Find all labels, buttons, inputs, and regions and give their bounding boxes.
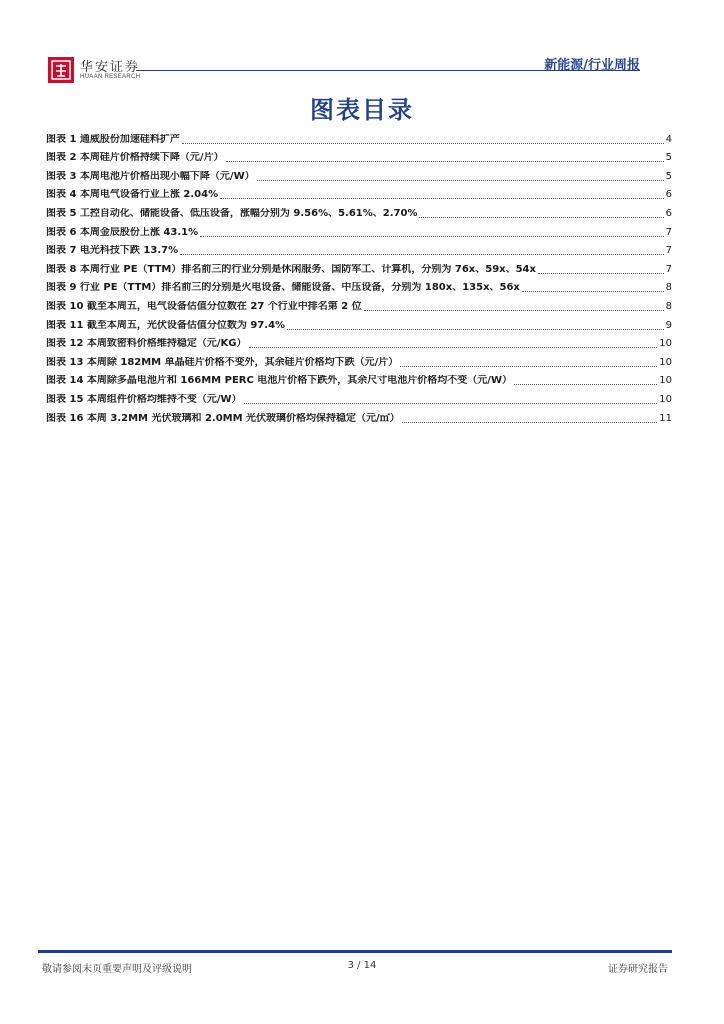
company-logo-name: 华安证券 bbox=[80, 60, 141, 75]
toc-dot-leader bbox=[180, 254, 664, 255]
toc-entry[interactable] bbox=[46, 183, 672, 202]
toc-dot-leader bbox=[249, 347, 658, 348]
toc-dot-leader bbox=[364, 310, 664, 311]
toc-entry[interactable] bbox=[46, 257, 672, 276]
page-title: 图表目录 bbox=[310, 96, 414, 124]
toc-list bbox=[46, 127, 672, 425]
toc-entry-page: 10 bbox=[659, 375, 672, 387]
footer-doc-type: 证券研究报告 bbox=[608, 964, 668, 975]
toc-entry-label: 图表 2 本周硅片价格持续下降（元/片） bbox=[46, 152, 224, 164]
toc-entry[interactable] bbox=[46, 294, 672, 313]
toc-dot-leader bbox=[257, 180, 664, 181]
toc-entry-label: 图表 9 行业 PE（TTM）排名前三的分别是火电设备、储能设备、中压设备，分别为 180x、135x、56x bbox=[46, 282, 520, 294]
toc-entry-page: 6 bbox=[665, 189, 672, 201]
toc-entry-page: 4 bbox=[665, 133, 672, 145]
toc-entry[interactable] bbox=[46, 201, 672, 220]
toc-entry-page: 10 bbox=[659, 356, 672, 368]
toc-entry-page: 11 bbox=[659, 412, 672, 424]
toc-entry-label: 图表 4 本周电气设备行业上涨 2.04% bbox=[46, 189, 219, 201]
toc-entry[interactable] bbox=[46, 369, 672, 388]
toc-entry-label: 图表 13 本周除 182MM 单晶硅片价格不变外，其余硅片价格均下跌（元/片） bbox=[46, 356, 399, 368]
toc-entry-page: 7 bbox=[665, 226, 672, 238]
footer-disclaimer: 敬请参阅末页重要声明及评级说明 bbox=[42, 964, 192, 975]
toc-entry-label: 图表 3 本周电池片价格出现小幅下降（元/W） bbox=[46, 170, 255, 182]
toc-entry-page: 5 bbox=[665, 170, 672, 182]
toc-entry-label: 图表 8 本周行业 PE（TTM）排名前三的行业分别是休闲服务、国防军工、计算机，分别为 76x、59x、54x bbox=[46, 263, 536, 275]
company-logo-mark bbox=[48, 57, 74, 83]
toc-entry[interactable] bbox=[46, 146, 672, 165]
footer-divider bbox=[38, 950, 672, 953]
toc-dot-leader bbox=[514, 384, 657, 385]
toc-entry-label: 图表 11 截至本周五，光伏设备估值分位数为 97.4% bbox=[46, 319, 286, 331]
toc-dot-leader bbox=[538, 273, 664, 274]
toc-entry-page: 6 bbox=[665, 207, 672, 219]
toc-dot-leader bbox=[182, 143, 664, 144]
toc-dot-leader bbox=[402, 422, 658, 423]
toc-entry-page: 8 bbox=[665, 300, 672, 312]
toc-entry[interactable] bbox=[46, 239, 672, 258]
toc-dot-leader bbox=[400, 366, 657, 367]
toc-entry-page: 10 bbox=[659, 393, 672, 405]
toc-dot-leader bbox=[419, 217, 663, 218]
toc-entry-label: 图表 7 电光科技下跌 13.7% bbox=[46, 245, 179, 257]
toc-entry-label: 图表 12 本周致密料价格维持稳定（元/KG） bbox=[46, 338, 247, 350]
toc-entry-page: 7 bbox=[665, 263, 672, 275]
toc-entry-page: 10 bbox=[659, 338, 672, 350]
toc-entry[interactable] bbox=[46, 276, 672, 295]
toc-entry[interactable] bbox=[46, 387, 672, 406]
toc-dot-leader bbox=[287, 329, 664, 330]
toc-entry-label: 图表 10 截至本周五，电气设备估值分位数在 27 个行业中排名第 2 位 bbox=[46, 300, 362, 312]
toc-entry[interactable] bbox=[46, 220, 672, 239]
toc-entry-page: 7 bbox=[665, 245, 672, 257]
toc-dot-leader bbox=[522, 291, 664, 292]
footer-page-number: 3 / 14 bbox=[347, 960, 377, 971]
company-logo-english: HUAAN RESEARCH bbox=[80, 74, 141, 80]
toc-entry-label: 图表 16 本周 3.2MM 光伏玻璃和 2.0MM 光伏玻璃价格均保持稳定（元/㎡） bbox=[46, 412, 400, 424]
toc-entry[interactable] bbox=[46, 127, 672, 146]
toc-entry-label: 图表 15 本周组件价格均维持不变（元/W） bbox=[46, 393, 242, 405]
report-type: 新能源/行业周报 bbox=[544, 58, 640, 73]
header-divider bbox=[136, 70, 640, 71]
toc-entry-page: 9 bbox=[665, 319, 672, 331]
toc-entry[interactable] bbox=[46, 350, 672, 369]
toc-entry[interactable] bbox=[46, 164, 672, 183]
toc-entry-label: 图表 6 本周金辰股份上涨 43.1% bbox=[46, 226, 199, 238]
toc-dot-leader bbox=[244, 403, 658, 404]
toc-entry[interactable] bbox=[46, 332, 672, 351]
toc-entry-label: 图表 5 工控自动化、储能设备、低压设备，涨幅分别为 9.56%、5.61%、2.70% bbox=[46, 207, 418, 219]
toc-entry-page: 5 bbox=[665, 152, 672, 164]
toc-dot-leader bbox=[220, 198, 664, 199]
toc-entry-page: 8 bbox=[665, 282, 672, 294]
toc-entry-label: 图表 1 通威股份加速硅料扩产 bbox=[46, 133, 180, 145]
toc-dot-leader bbox=[226, 161, 664, 162]
toc-entry-label: 图表 14 本周除多晶电池片和 166MM PERC 电池片价格下跌外，其余尺寸电池片价格均不变（元/W） bbox=[46, 375, 512, 387]
toc-dot-leader bbox=[200, 236, 664, 237]
toc-entry[interactable] bbox=[46, 313, 672, 332]
toc-entry[interactable] bbox=[46, 406, 672, 425]
